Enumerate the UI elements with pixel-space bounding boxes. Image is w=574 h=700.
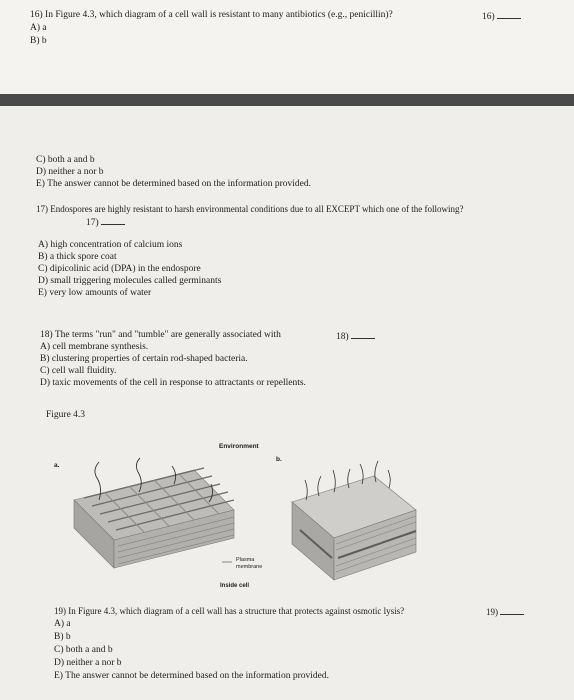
question-18-option-b: B) clustering properties of certain rod-shaped bacteria. xyxy=(40,354,248,364)
question-17-option-c: C) dipicolinic acid (DPA) in the endospore xyxy=(38,264,201,274)
question-17-option-a: A) high concentration of calcium ions xyxy=(38,240,183,250)
question-16-option-a: A) a xyxy=(30,23,47,33)
question-18-option-c: C) cell wall fluidity. xyxy=(40,366,117,376)
question-19-option-c: C) both a and b xyxy=(54,645,113,655)
question-18-option-a: A) cell membrane synthesis. xyxy=(40,342,149,352)
question-16-option-d: D) neither a nor b xyxy=(36,167,104,177)
environment-label: Environment xyxy=(219,443,259,450)
cell-wall-diagrams xyxy=(44,440,434,600)
answer-blank xyxy=(101,216,125,225)
question-19-option-b: B) b xyxy=(54,632,71,642)
answer-blank xyxy=(351,330,375,339)
answer-blank xyxy=(497,10,521,19)
question-17-option-d: D) small triggering molecules called germinants xyxy=(38,276,222,286)
inside-cell-label: Inside cell xyxy=(220,583,250,589)
plasma-membrane-label-line1: Plasma xyxy=(236,557,255,563)
question-16-number-tag: 16) xyxy=(482,12,495,22)
page-divider xyxy=(0,94,574,106)
question-16-option-e: E) The answer cannot be determined based on the information provided. xyxy=(36,179,311,189)
question-17-number-tag: 17) xyxy=(86,218,99,228)
page-top-section xyxy=(0,0,574,94)
question-19-option-e: E) The answer cannot be determined based on the information provided. xyxy=(54,671,329,681)
question-16-text: 16) In Figure 4.3, which diagram of a cell wall is resistant to many antibiotics (e.g., penicillin)? xyxy=(30,10,393,20)
diagram-b-label: b. xyxy=(276,456,282,463)
figure-caption: Figure 4.3 xyxy=(46,410,86,420)
question-19-option-a: A) a xyxy=(54,619,71,629)
question-18-number-tag: 18) xyxy=(336,332,349,342)
question-16-option-c: C) both a and b xyxy=(36,155,95,165)
question-19-answer-slot xyxy=(486,606,524,618)
diagram-a-gram-positive-wall xyxy=(74,458,234,568)
question-18-text: 18) The terms "run" and "tumble" are generally associated with xyxy=(40,330,281,340)
question-18-answer-slot xyxy=(336,330,375,343)
plasma-membrane-label-line2: membrane xyxy=(236,564,263,570)
question-19-number-tag: 19) xyxy=(486,607,498,617)
question-16-answer-slot xyxy=(482,10,521,23)
question-17-answer-slot xyxy=(86,216,125,229)
diagram-a-label: a. xyxy=(54,462,60,469)
diagram-b-gram-negative-wall xyxy=(292,461,416,580)
question-17-text: 17) Endospores are highly resistant to harsh environmental conditions due to all EXCEPT which one of the following? xyxy=(36,204,464,214)
question-19-option-d: D) neither a nor b xyxy=(54,658,122,668)
answer-blank xyxy=(500,606,524,615)
question-18-option-d: D) taxic movements of the cell in response to attractants or repellents. xyxy=(40,378,306,388)
question-17-option-b: B) a thick spore coat xyxy=(38,252,117,262)
question-19-text: 19) In Figure 4.3, which diagram of a cell wall has a structure that protects against osmotic lysis? xyxy=(54,606,405,616)
question-16-option-b: B) b xyxy=(30,36,47,46)
figure-4-3 xyxy=(44,440,434,600)
question-17-option-e: E) very low amounts of water xyxy=(38,288,152,298)
